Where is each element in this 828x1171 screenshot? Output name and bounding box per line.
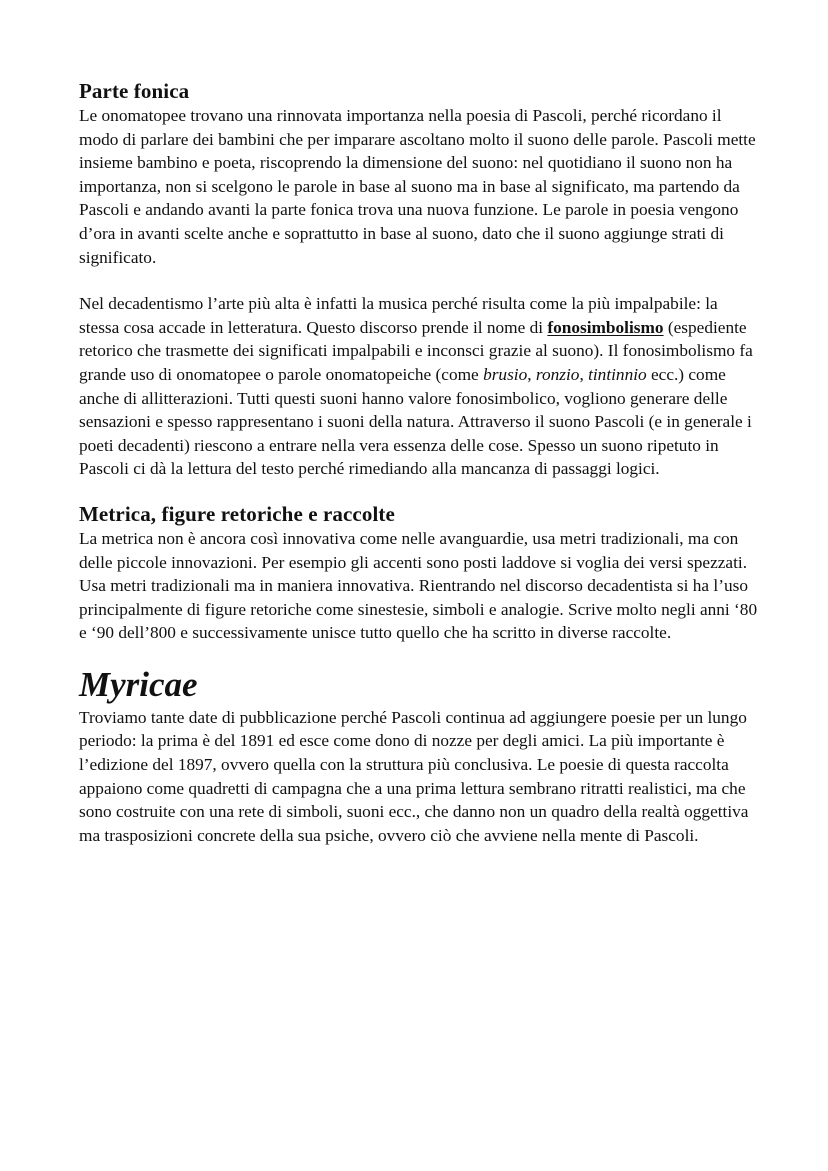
paragraph-text: Nel decadentismo l’arte più alta è infatti la musica perché risulta come la più impalpabile: la stessa cosa accade in letteratura. Questo discorso prende il nome di — [79, 294, 718, 337]
paragraph-metrica: La metrica non è ancora così innovativa come nelle avanguardie, usa metri tradizionali, ma con delle piccole innovazioni. Per esempio gli accenti sono posti laddove si voglia dei versi spezzati. Usa metri tradizionali ma in maniera innovativa. Rientrando nel discorso decadentista si ha l’uso principalmente di figure retoriche come sinestesie, simboli e analogie. Scrive molto negli anni ‘80 e ‘90 dell’800 e successivamente unisce tutto quello che ha scritto in diverse raccolte. — [79, 528, 758, 643]
separator: , — [579, 364, 589, 384]
section-spacer — [79, 481, 759, 501]
term-fonosimbolismo: fonosimbolismo — [547, 317, 664, 337]
example-word-brusio: brusio — [483, 364, 528, 384]
example-word-tintinnio: tintinnio — [588, 364, 647, 384]
paragraph-parte-fonica-1: Le onomatopee trovano una rinnovata importanza nella poesia di Pascoli, perché ricordano il modo di parlare dei bambini che per imparare ascoltano molto il suono delle parole. Pascoli mette insieme bambino e poeta, riscoprendo la dimensione del suono: nel quotidiano il suono non ha importanza, non si scelgono le parole in base al suono ma in base al significato, ma partendo da Pascoli e andando avanti la parte fonica trova una nuova funzione. Le parole in poesia vengono d’ora in avanti scelte anche e soprattutto in base al suono, dato che il suono aggiunge strati di significato. — [79, 106, 756, 267]
document-page — [79, 78, 759, 847]
paragraph-myricae: Troviamo tante date di pubblicazione perché Pascoli continua ad aggiungere poesie per un lungo periodo: la prima è del 1891 ed esce come dono di nozze per degli amici. La più importante è l’edizione del 1897, ovvero quella con la struttura più conclusiva. Le poesie di questa raccolta appaiono come quadretti di campagna che a una prima lettura sembrano ritratti realistici, ma che sono costruite con una rete di simboli, suoni ecc., che danno non un quadro della realtà oggettiva ma trasposizioni concrete della sua psiche, ovvero ciò che avviene nella mente di Pascoli. — [79, 707, 749, 845]
section-heading-metrica: Metrica, figure retoriche e raccolte — [79, 501, 395, 526]
paragraph-spacer — [79, 269, 759, 292]
separator: , — [527, 364, 536, 384]
section-heading-myricae: Myricae — [79, 664, 198, 704]
section-spacer — [79, 645, 759, 665]
paragraph-text: (espediente retorico che trasmette dei significati impalpabili e inconsci grazie al suono). Il fonosimbolismo fa grande uso di onomatopee o parole onomatopeiche (come — [79, 317, 753, 384]
section-heading-parte-fonica: Parte fonica — [79, 79, 190, 103]
example-word-ronzio: ronzio — [535, 364, 580, 384]
paragraph-parte-fonica-2 — [79, 292, 759, 481]
paragraph-text: ecc.) come anche di allitterazioni. Tutti questi suoni hanno valore fonosimbolico, vogliono generare delle sensazioni e spesso rappresentano i suoni della natura. Attraverso il suono Pascoli (e in generale i poeti decadenti) riescono a entrare nella vera essenza delle cose. Spesso un suono ripetuto in Pascoli ci dà la lettura del testo perché rimediando alla mancanza di passaggi logici. — [79, 364, 752, 479]
